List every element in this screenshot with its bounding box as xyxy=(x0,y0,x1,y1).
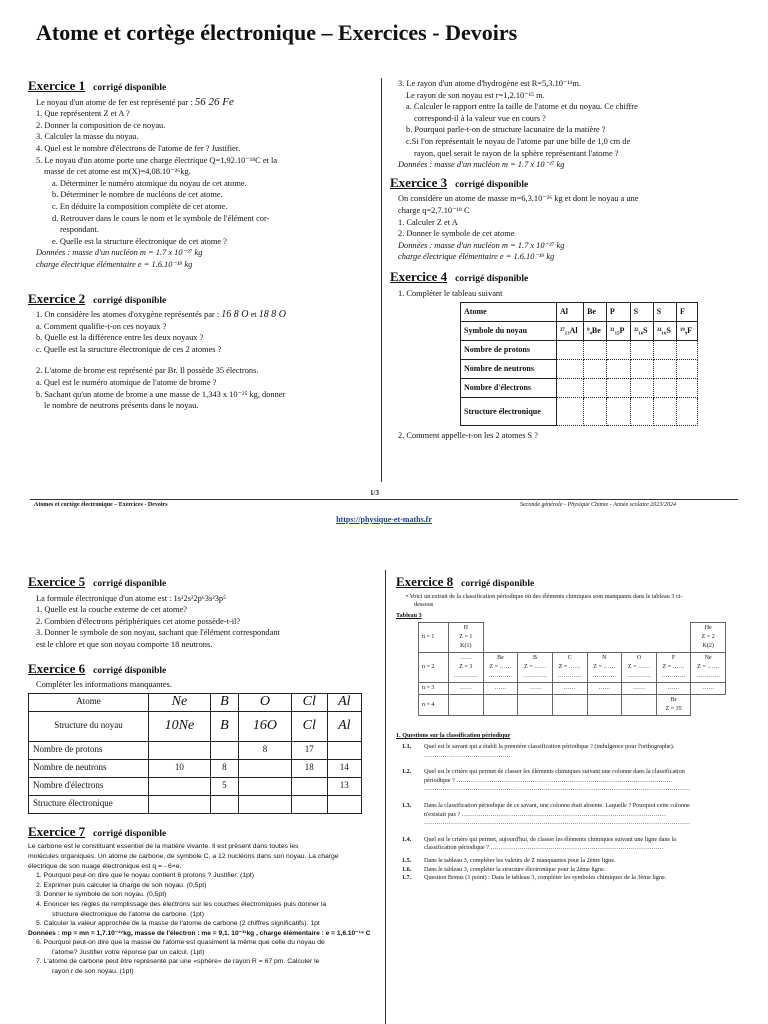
question: 1. Pourquoi peut-on dire que le noyau contient 6 protons ? Justifier. (1pt) xyxy=(36,872,255,880)
table-row xyxy=(419,695,726,716)
table-header-row xyxy=(29,693,362,711)
element-symbol: C xyxy=(567,655,572,662)
data-line: Données : masse d'un nucléon m = 1.7 x 10⁻²⁷ kg xyxy=(398,160,565,170)
table-cell: 17 xyxy=(291,741,327,759)
question: 2. L'atome de brome est représenté par Br. Il possède 35 électrons. xyxy=(36,366,259,376)
site-link[interactable]: https://physique-et-maths.fr xyxy=(336,515,432,524)
corrige-tag: corrigé disponible xyxy=(93,579,167,589)
element-shell: K(2) xyxy=(702,643,714,650)
element-cell[interactable] xyxy=(656,653,691,683)
table-cell: Atome xyxy=(461,303,557,322)
element-cell[interactable]: …… xyxy=(449,683,484,695)
question-number: 1.2. xyxy=(402,768,412,776)
table-cell: Nombre de protons xyxy=(461,341,557,360)
table-cell: Nombre de neutrons xyxy=(461,360,557,379)
table-cell xyxy=(210,795,238,813)
blank-cell[interactable] xyxy=(676,398,697,426)
blank-cell[interactable] xyxy=(630,360,653,379)
corrige-tag: corrigé disponible xyxy=(93,665,167,676)
answer-line[interactable]: n'existait pas ? ……………………………………………………………………………………… xyxy=(424,810,666,818)
table-cell: Be xyxy=(584,303,607,322)
sub-question: d. Retrouver dans le cours le nom et le symbole de l'élément cor- xyxy=(52,213,270,223)
table-cell xyxy=(149,741,211,759)
question-number: 1.7. xyxy=(402,874,412,882)
corrige-tag: corrigé disponible xyxy=(455,179,529,190)
table-row xyxy=(419,683,726,695)
table-cell: Ne xyxy=(149,693,211,711)
exercise-8-header xyxy=(396,576,762,591)
blank-cell[interactable] xyxy=(606,341,630,360)
table-cell: Atome xyxy=(29,693,149,711)
statement: La formule électronique d'un atome est : 1s²2s²2p⁶3s²3p⁵ xyxy=(36,593,227,603)
table-cell: ⁹₄Be xyxy=(584,322,607,341)
element-symbol: Be xyxy=(497,655,504,662)
sub-question: a. Quel est le numéro atomique de l'atome de brome ? xyxy=(36,378,217,388)
table-header-row xyxy=(461,303,698,322)
footer-left: Atomes et cortège électronique – Exercices - Devoirs xyxy=(34,502,168,508)
answer-line[interactable]: ………………………………………………………………………………………………………………… xyxy=(424,785,691,793)
blank-cell[interactable] xyxy=(557,341,584,360)
element-cell[interactable]: …… xyxy=(691,683,726,695)
question: 6. Pourquoi peut-on dire que la masse de l'atome est quasiment la même que celle du noyau de xyxy=(36,939,325,947)
exercise-number: Exercice 4 xyxy=(390,268,448,284)
question: 4. Enoncer les règles de remplissage des électrons sur les couches électroniques puis donner la xyxy=(36,900,327,908)
statement: molécules organiques. Un atome de carbone, de symbole C, a 12 nucléons dans son noyau. La charge xyxy=(28,852,339,860)
table-cell: 10 xyxy=(149,759,211,777)
element-z: Z = …… xyxy=(489,664,512,671)
exercise-7-body xyxy=(28,842,380,976)
blank-cell[interactable] xyxy=(584,341,607,360)
exercise-2-header xyxy=(28,290,378,308)
question xyxy=(396,743,762,752)
question: 5. Calculer la valeur approchée de la masse de l'atome de carbone (2 chiffres significatifs). 1pt xyxy=(36,920,320,928)
sub-question: respondant. xyxy=(60,225,99,235)
table-cell: Nombre de neutrons xyxy=(29,759,149,777)
table-cell xyxy=(327,741,361,759)
element-cell[interactable] xyxy=(691,653,726,683)
table-cell xyxy=(291,777,327,795)
question-text: Question Bonus (1 point) : Dans le tableau 3, compléter les symboles chimiques de la 3ème ligne. xyxy=(424,874,667,882)
question: 3. Calculer la masse du noyau. xyxy=(36,132,139,142)
question: 2. Comment appelle-t-on les 2 atomes S ? xyxy=(398,431,539,441)
corrige-tag: corrigé disponible xyxy=(455,273,529,284)
question-text: Dans la classification périodique de ce savant, une colonne était absente. Laquelle ? Pourquoi cette colonne xyxy=(424,801,690,809)
exercise-number: Exercice 6 xyxy=(28,660,86,676)
sub-question: b. Quelle est la différence entre les deux noyaux ? xyxy=(36,333,204,343)
right-column-page2 xyxy=(396,576,762,883)
question-text: Quel est le savant qui a établi la première classification périodique ? (indulgence pour l'orthographe). xyxy=(424,742,675,750)
question-number: 1.4. xyxy=(402,835,412,843)
question: l'atome? Justifier votre réponse par un calcul. (1pt) xyxy=(52,948,205,956)
blank-cell[interactable] xyxy=(584,360,607,379)
right-column-page1 xyxy=(390,78,740,442)
answer-line[interactable]: …………………………………… xyxy=(424,751,511,759)
question: 2. Donner la composition de ce noyau. xyxy=(36,120,166,130)
element-cell[interactable]: …… xyxy=(552,683,587,695)
sub-question: rayon, quel serait le rayon de la sphère représentant l'atome ? xyxy=(414,148,619,158)
statement: électrique de son nuage électronique est q = - 6×e. xyxy=(28,862,182,870)
table-cell: ¹⁹₉F xyxy=(676,322,697,341)
element-symbol: …… xyxy=(459,655,472,662)
blank-cell[interactable] xyxy=(676,379,697,398)
left-column-page1 xyxy=(28,80,378,412)
sub-question: b. Pourquoi parle-t-on de structure lacunaire de la matière ? xyxy=(406,125,606,135)
table-row xyxy=(461,379,698,398)
element-cell xyxy=(622,695,657,716)
sub-question: le nombre de neutrons présents dans le noyau. xyxy=(44,401,199,411)
footer-right: Seconde générale - Physique Chimie - Année scolaire 2023/2024 xyxy=(520,502,676,508)
left-column-page2 xyxy=(28,576,380,977)
question xyxy=(396,802,762,811)
element-cell[interactable] xyxy=(622,653,657,683)
question: 7. L'atome de carbone peut être représenté par une «sphère» de rayon R = 67 pm. Calculer le xyxy=(36,958,320,966)
table-cell: 10Ne xyxy=(149,711,211,741)
element-z: Z = …… xyxy=(593,664,616,671)
intro-text: 1. On considère les atomes d'oxygène représentés par : xyxy=(36,310,220,320)
element-shell: ………… xyxy=(488,673,513,680)
element-z: Z = 35 xyxy=(665,706,682,713)
element-z: Z = …… xyxy=(697,664,720,671)
question: 2. Donner le symbole de cet atome xyxy=(398,229,515,239)
table-cell: Al xyxy=(327,693,361,711)
table-row xyxy=(29,711,362,741)
element-z: Z = 3 xyxy=(459,664,473,671)
sub-question: a. Calculer le rapport entre la taille de l'atome et du noyau. Ce chiffre xyxy=(406,102,638,112)
question-number: 1.3. xyxy=(402,801,412,809)
table-row xyxy=(29,759,362,777)
corrige-tag: corrigé disponible xyxy=(93,295,167,306)
element-cell xyxy=(449,623,484,653)
question: masse de cet atome est m(X)=4,08.10⁻²⁶kg. xyxy=(44,167,191,177)
element-symbol: Br xyxy=(670,697,677,704)
question-text: Dans le tableau 3, compléter les valeurs de Z manquantes pour la 2ème ligne. xyxy=(424,856,616,864)
element-z: Z = 2 xyxy=(701,634,715,641)
element-cell xyxy=(449,695,484,716)
and-text: et xyxy=(250,310,257,320)
answer-line[interactable]: ………………………………………………………………………………………………………………… xyxy=(424,819,691,827)
element-z: Z = …… xyxy=(524,664,547,671)
question: 1. Que représentent Z et A ? xyxy=(36,109,130,119)
exercise-6-header xyxy=(28,660,380,678)
element-cell[interactable] xyxy=(587,653,622,683)
table-cell: 13 xyxy=(327,777,361,795)
question-text: Dans le tableau 3, compléter la structure électronique pour la 2ème ligne. xyxy=(424,865,606,873)
question-number: 1.6. xyxy=(402,865,412,873)
element-cell[interactable]: …… xyxy=(622,683,657,695)
blank-cell[interactable] xyxy=(557,360,584,379)
questions-section xyxy=(396,732,762,882)
blank-cell[interactable] xyxy=(653,341,676,360)
table-row xyxy=(461,322,698,341)
table-cell: B xyxy=(210,711,238,741)
exercise-4-header xyxy=(390,268,740,286)
blank-cell[interactable] xyxy=(676,341,697,360)
data-line: charge électrique élémentaire e = 1.6.10⁻¹⁹ kg xyxy=(398,252,555,262)
table-cell: P xyxy=(606,303,630,322)
table-row xyxy=(461,341,698,360)
table-cell: Nombre de protons xyxy=(29,741,149,759)
sub-question: a. Déterminer le numéro atomique du noyau de cet atome. xyxy=(52,178,247,188)
table-cell: 5 xyxy=(210,777,238,795)
element-cell[interactable] xyxy=(518,653,553,683)
question xyxy=(396,874,762,883)
sub-question: a. Comment qualifie-t-on ces noyaux ? xyxy=(36,321,167,331)
sub-question: c.Si l'on représentait le noyau de l'atome par une bille de 1,0 cm de xyxy=(406,136,631,146)
element-cell[interactable]: …… xyxy=(587,683,622,695)
statement: charge q=2,7.10⁻¹⁸ C xyxy=(398,205,470,215)
table-cell xyxy=(149,795,211,813)
question: 3. Donner le symbole de son noyau, sachant que l'élément correspondant xyxy=(36,628,280,638)
question-text: Quel est le critère qui permet de classer les éléments chimiques suivant une colonne dans la classification xyxy=(424,768,685,776)
question xyxy=(396,857,762,866)
element-z: Z = 1 xyxy=(459,634,473,641)
question: 1. Compléter le tableau suivant xyxy=(398,288,503,298)
element-shell: ………… xyxy=(626,673,651,680)
period-label: n = 2 xyxy=(419,653,449,683)
table-cell: 8 xyxy=(238,741,291,759)
element-cell xyxy=(552,695,587,716)
question: 3. Donner le symbole de son noyau. (0,5pt) xyxy=(36,891,167,899)
table-cell xyxy=(238,759,291,777)
element-cell[interactable]: …… xyxy=(518,683,553,695)
question: 2. Exprimer puis calculer la charge de son noyau. (0,5pt) xyxy=(36,881,207,889)
element-shell: ………… xyxy=(696,673,721,680)
question xyxy=(396,866,762,875)
statement: On considère un atome de masse m=6,3.10⁻²⁶ kg et dont le noyau a une xyxy=(398,194,639,204)
table-cell: O xyxy=(238,693,291,711)
question: structure électronique de l'atome de carbone. (1pt) xyxy=(52,910,205,918)
question-text: Quel est le critère qui permet, aujourd'hui, de classer les éléments chimiques suivant une ligne dans la xyxy=(424,835,676,843)
element-z: Z = …… xyxy=(662,664,685,671)
element-cell[interactable] xyxy=(449,653,484,683)
data-line: Données : mp = mn = 1,7.10⁻²⁷kg, masse de l'électron : me = 9,1. 10⁻³¹kg , charge élémentaire : e = 1,6.10⁻¹⁹ C xyxy=(28,929,371,937)
data-line: Données : masse d'un nucléon m = 1.7 x 10⁻²⁷ kg xyxy=(36,248,203,258)
element-cell xyxy=(656,695,691,716)
table-cell: ³²₁₆S xyxy=(630,322,653,341)
blank-cell[interactable] xyxy=(584,379,607,398)
data-line: charge électrique élémentaire e = 1.6.10⁻¹⁹ kg xyxy=(36,259,193,269)
sub-question: c. En déduire la composition complète de cet atome. xyxy=(52,201,228,211)
blank-cell[interactable] xyxy=(653,379,676,398)
exercise-1-header xyxy=(28,80,378,95)
element-symbol: N xyxy=(602,655,607,662)
table-cell: 16O xyxy=(238,711,291,741)
exercise-4-table xyxy=(460,302,698,426)
table-row xyxy=(29,777,362,795)
corrige-tag: corrigé disponible xyxy=(461,579,535,589)
table-row xyxy=(461,360,698,379)
sub-question: b. Sachant qu'un atome de brome a une masse de 1,343 x 10⁻²⁵ kg, donner xyxy=(36,389,286,399)
corrige-tag: corrigé disponible xyxy=(93,83,167,93)
table-cell xyxy=(149,777,211,795)
question xyxy=(396,836,762,845)
o16-symbol: 16 8 O xyxy=(221,309,249,321)
table-cell: 18 xyxy=(291,759,327,777)
table-cell: B xyxy=(210,693,238,711)
sub-question: correspond-il à la valeur vue en cours ? xyxy=(414,113,546,123)
question: rayon r de son noyau. (1pt) xyxy=(52,968,134,976)
blank-cell[interactable] xyxy=(653,360,676,379)
o18-symbol: 18 8 O xyxy=(258,309,286,321)
element-shell: ………… xyxy=(453,673,478,680)
element-symbol: O xyxy=(636,655,642,662)
table-cell: Structure électronique xyxy=(461,398,557,426)
statement: Compléter les informations manquantes. xyxy=(36,680,172,690)
bullet-line-cont: dessous xyxy=(414,601,434,609)
element-cell xyxy=(518,695,553,716)
exercise-number: Exercice 7 xyxy=(28,823,86,839)
answer-line[interactable]: classification périodique ? ………………………………………………………………………… xyxy=(424,844,664,852)
element-cell[interactable] xyxy=(552,653,587,683)
exercise-number: Exercice 5 xyxy=(28,574,86,589)
element-cell[interactable] xyxy=(483,653,518,683)
question: 2. Combien d'électrons périphériques cet atome possède-t-il? xyxy=(36,616,241,626)
question: est le chlore et que son noyau comporte 18 neutrons. xyxy=(36,639,213,649)
blank-cell[interactable] xyxy=(557,379,584,398)
table-cell: S xyxy=(653,303,676,322)
exercise-8-intro xyxy=(396,593,762,610)
question-number: 1.1. xyxy=(402,742,412,750)
periodic-table xyxy=(418,622,726,716)
table-cell: Cl xyxy=(291,711,327,741)
blank-cell[interactable] xyxy=(606,398,630,426)
question: Le rayon de son noyau est r=1,2.10⁻¹⁵ m. xyxy=(406,90,545,100)
footer-rule xyxy=(30,499,738,500)
element-cell[interactable]: …… xyxy=(483,683,518,695)
statement: Le carbone est le constituant essentiel de la matière vivante. Il est présent dans toutes les xyxy=(28,843,299,851)
table-row xyxy=(461,398,698,426)
question: 1. Calculer Z et A xyxy=(398,217,458,227)
blank-cell[interactable] xyxy=(653,398,676,426)
element-cell xyxy=(691,623,726,653)
table-cell xyxy=(291,795,327,813)
table-cell: Al xyxy=(557,303,584,322)
exercise-6-table xyxy=(28,693,362,814)
table-cell: Structure du noyau xyxy=(29,711,149,741)
element-cell xyxy=(483,695,518,716)
question xyxy=(396,768,762,777)
question: 1. Quelle est la couche externe de cet atome? xyxy=(36,605,187,615)
element-shell: ………… xyxy=(661,673,686,680)
period-label: n = 4 xyxy=(419,695,449,716)
blank-cell[interactable] xyxy=(630,398,653,426)
table-cell: S xyxy=(630,303,653,322)
table-cell: Nombre d'électrons xyxy=(29,777,149,795)
table-cell: Cl xyxy=(291,693,327,711)
table-row xyxy=(29,795,362,813)
blank-cell[interactable] xyxy=(584,398,607,426)
blank-cell[interactable] xyxy=(606,360,630,379)
blank-cell[interactable] xyxy=(557,398,584,426)
bullet-text: Voici un extrait de la classification périodique où des éléments chimiques sont manquants dans le tableau 3 ci- xyxy=(409,592,683,600)
table-cell: Structure électronique xyxy=(29,795,149,813)
element-shell: ………… xyxy=(557,673,582,680)
table-cell xyxy=(238,795,291,813)
section-title: 1. Questions sur la classification périodique xyxy=(396,732,511,740)
question: 3. Le rayon d'un atome d'hydrogène est R=5,3.10⁻¹¹m. xyxy=(398,79,582,88)
element-symbol: B xyxy=(533,655,538,662)
table-cell xyxy=(210,741,238,759)
question: 5. Le noyau d'un atome porte une charge électrique Q=1,92.10⁻¹⁸C et la xyxy=(36,155,278,165)
sub-question: c. Quelle est la structure électronique de ces 2 atomes ? xyxy=(36,344,222,354)
blank-cell[interactable] xyxy=(630,341,653,360)
column-separator xyxy=(385,570,386,1024)
table-cell: 8 xyxy=(210,759,238,777)
exercise-number: Exercice 1 xyxy=(28,78,86,93)
sub-question: b. Déterminer le nombre de nucléons de cet atome. xyxy=(52,190,223,200)
period-label: n = 1 xyxy=(419,623,449,653)
table-cell: ³¹₁₅P xyxy=(606,322,630,341)
element-cell[interactable]: …… xyxy=(656,683,691,695)
blank-cell[interactable] xyxy=(606,379,630,398)
element-symbol: Ne xyxy=(704,655,712,662)
table-row xyxy=(29,741,362,759)
data-line: Données : masse d'un nucléon m = 1.7 x 10⁻²⁷ kg xyxy=(398,240,565,250)
element-z: Z = …… xyxy=(558,664,581,671)
exercise-number: Exercice 3 xyxy=(390,174,448,190)
table-cell: ²⁷₁₃Al xyxy=(557,322,584,341)
exercise-1-intro xyxy=(28,97,378,109)
corrige-tag: corrigé disponible xyxy=(93,828,167,839)
answer-line[interactable]: périodique ? …………………………………………………………………………………………… xyxy=(424,776,673,784)
table-cell: Al xyxy=(327,711,361,741)
column-separator xyxy=(381,78,382,482)
table-cell xyxy=(327,795,361,813)
element-cell xyxy=(587,695,622,716)
exercise-3-header xyxy=(390,174,740,192)
question-number: 1.5. xyxy=(402,856,412,864)
page-number: 1/3 xyxy=(370,489,379,497)
element-z: Z = …… xyxy=(627,664,650,671)
element-shell: ………… xyxy=(592,673,617,680)
exercise-number: Exercice 8 xyxy=(396,574,454,589)
blank-cell[interactable] xyxy=(630,379,653,398)
sub-question: e. Quelle est la structure électronique de cet atome ? xyxy=(52,236,227,246)
fe-symbol: 56 26 Fe xyxy=(194,95,234,108)
table-row xyxy=(419,623,726,653)
element-shell: K(1) xyxy=(460,643,472,650)
exercise-2-intro xyxy=(28,309,378,321)
bullet-line: • Voici un extrait de la classification périodique où des éléments chimiques sont manquants dans le tableau 3 ci- xyxy=(406,592,683,600)
element-symbol: F xyxy=(671,655,676,662)
element-symbol: H xyxy=(463,625,468,632)
table-row xyxy=(419,653,726,683)
table-cell xyxy=(238,777,291,795)
exercise-5-header xyxy=(28,576,380,591)
question: 4. Quel est le nombre d'électrons de l'atome de fer ? Justifier. xyxy=(36,143,241,153)
blank-cell[interactable] xyxy=(676,360,697,379)
exercise-7-header xyxy=(28,823,380,841)
element-shell: ………… xyxy=(523,673,548,680)
table-label: Tableau 3 xyxy=(396,611,422,619)
element-symbol: He xyxy=(704,625,712,632)
table-cell: ³⁴₁₆S xyxy=(653,322,676,341)
page-title: Atome et cortège électronique – Exercices - Devoirs xyxy=(36,20,518,45)
table-cell: F xyxy=(676,303,697,322)
table-cell: Symbole du noyau xyxy=(461,322,557,341)
period-label: n = 3 xyxy=(419,683,449,695)
intro-text: Le noyau d'un atome de fer est représenté par : xyxy=(36,97,193,107)
exercise-number: Exercice 2 xyxy=(28,290,86,306)
table-cell: 14 xyxy=(327,759,361,777)
table-cell: Nombre d'électrons xyxy=(461,379,557,398)
